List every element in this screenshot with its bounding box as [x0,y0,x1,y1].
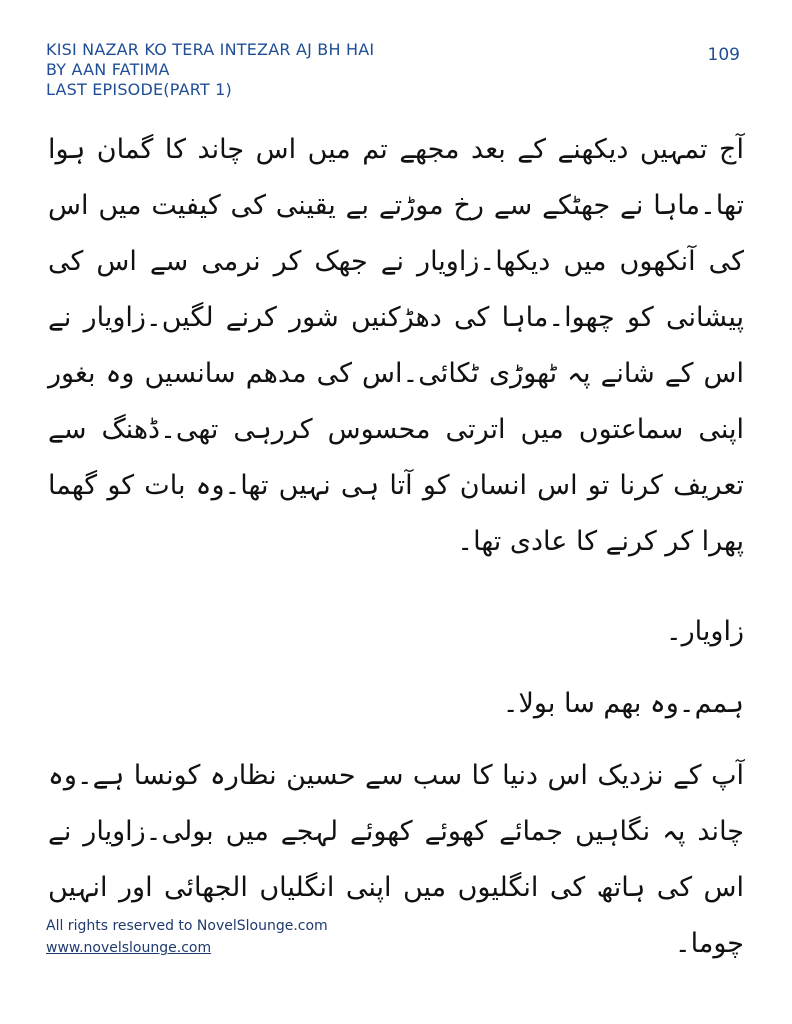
rights-notice: All rights reserved to NovelSlounge.com [46,918,328,934]
episode-label: LAST EPISODE(PART 1) [46,80,232,99]
story-body [48,122,744,972]
novel-title: KISI NAZAR KO TERA INTEZAR AJ BH HAI [46,40,375,59]
page-header [46,40,606,100]
paragraph-4: آپ کے نزدیک اس دنیا کا سب سے حسین نظارہ کونسا ہے۔وہ چاند پہ نگاہیں جمائے کھوئے کھوئے لہجے میں بولی۔زاویار نے اس کی ہاتھ کی انگلیوں میں اپنی انگلیاں الجھائی اور انہیں چوما۔ [48,760,744,959]
page-number: 109 [707,45,740,65]
paragraph-3: ہمم۔وہ بھم سا بولا۔ [502,688,744,719]
website-link[interactable]: www.novelslounge.com [46,940,212,956]
paragraph-1: آج تمہیں دیکھنے کے بعد مجھے تم میں اس چاند کا گمان ہوا تھا۔ماہا نے جھٹکے سے رخ موڑتے بے یقینی کی کیفیت میں اس کی آنکھوں میں دیکھا۔زاویار نے جھک کر نرمی سے اس کی پیشانی کو چھوا۔ماہا کی دھڑکنیں شور کرنے لگیں۔زاویار نے اس کے شانے پہ ٹھوڑی ٹکائی۔اس کی مدھم سانسیں وہ بغور اپنی سماعتوں میں اترتی محسوس کررہی تھی۔ڈھنگ سے تعریف کرنا تو اس انسان کو آتا ہی نہیں تھا۔وہ بات کو گھما پھرا کر کرنے کا عادی تھا۔ [48,134,744,557]
page-footer [46,915,328,959]
paragraph-2: زاویار۔ [665,616,744,647]
author-line: BY AAN FATIMA [46,60,170,79]
